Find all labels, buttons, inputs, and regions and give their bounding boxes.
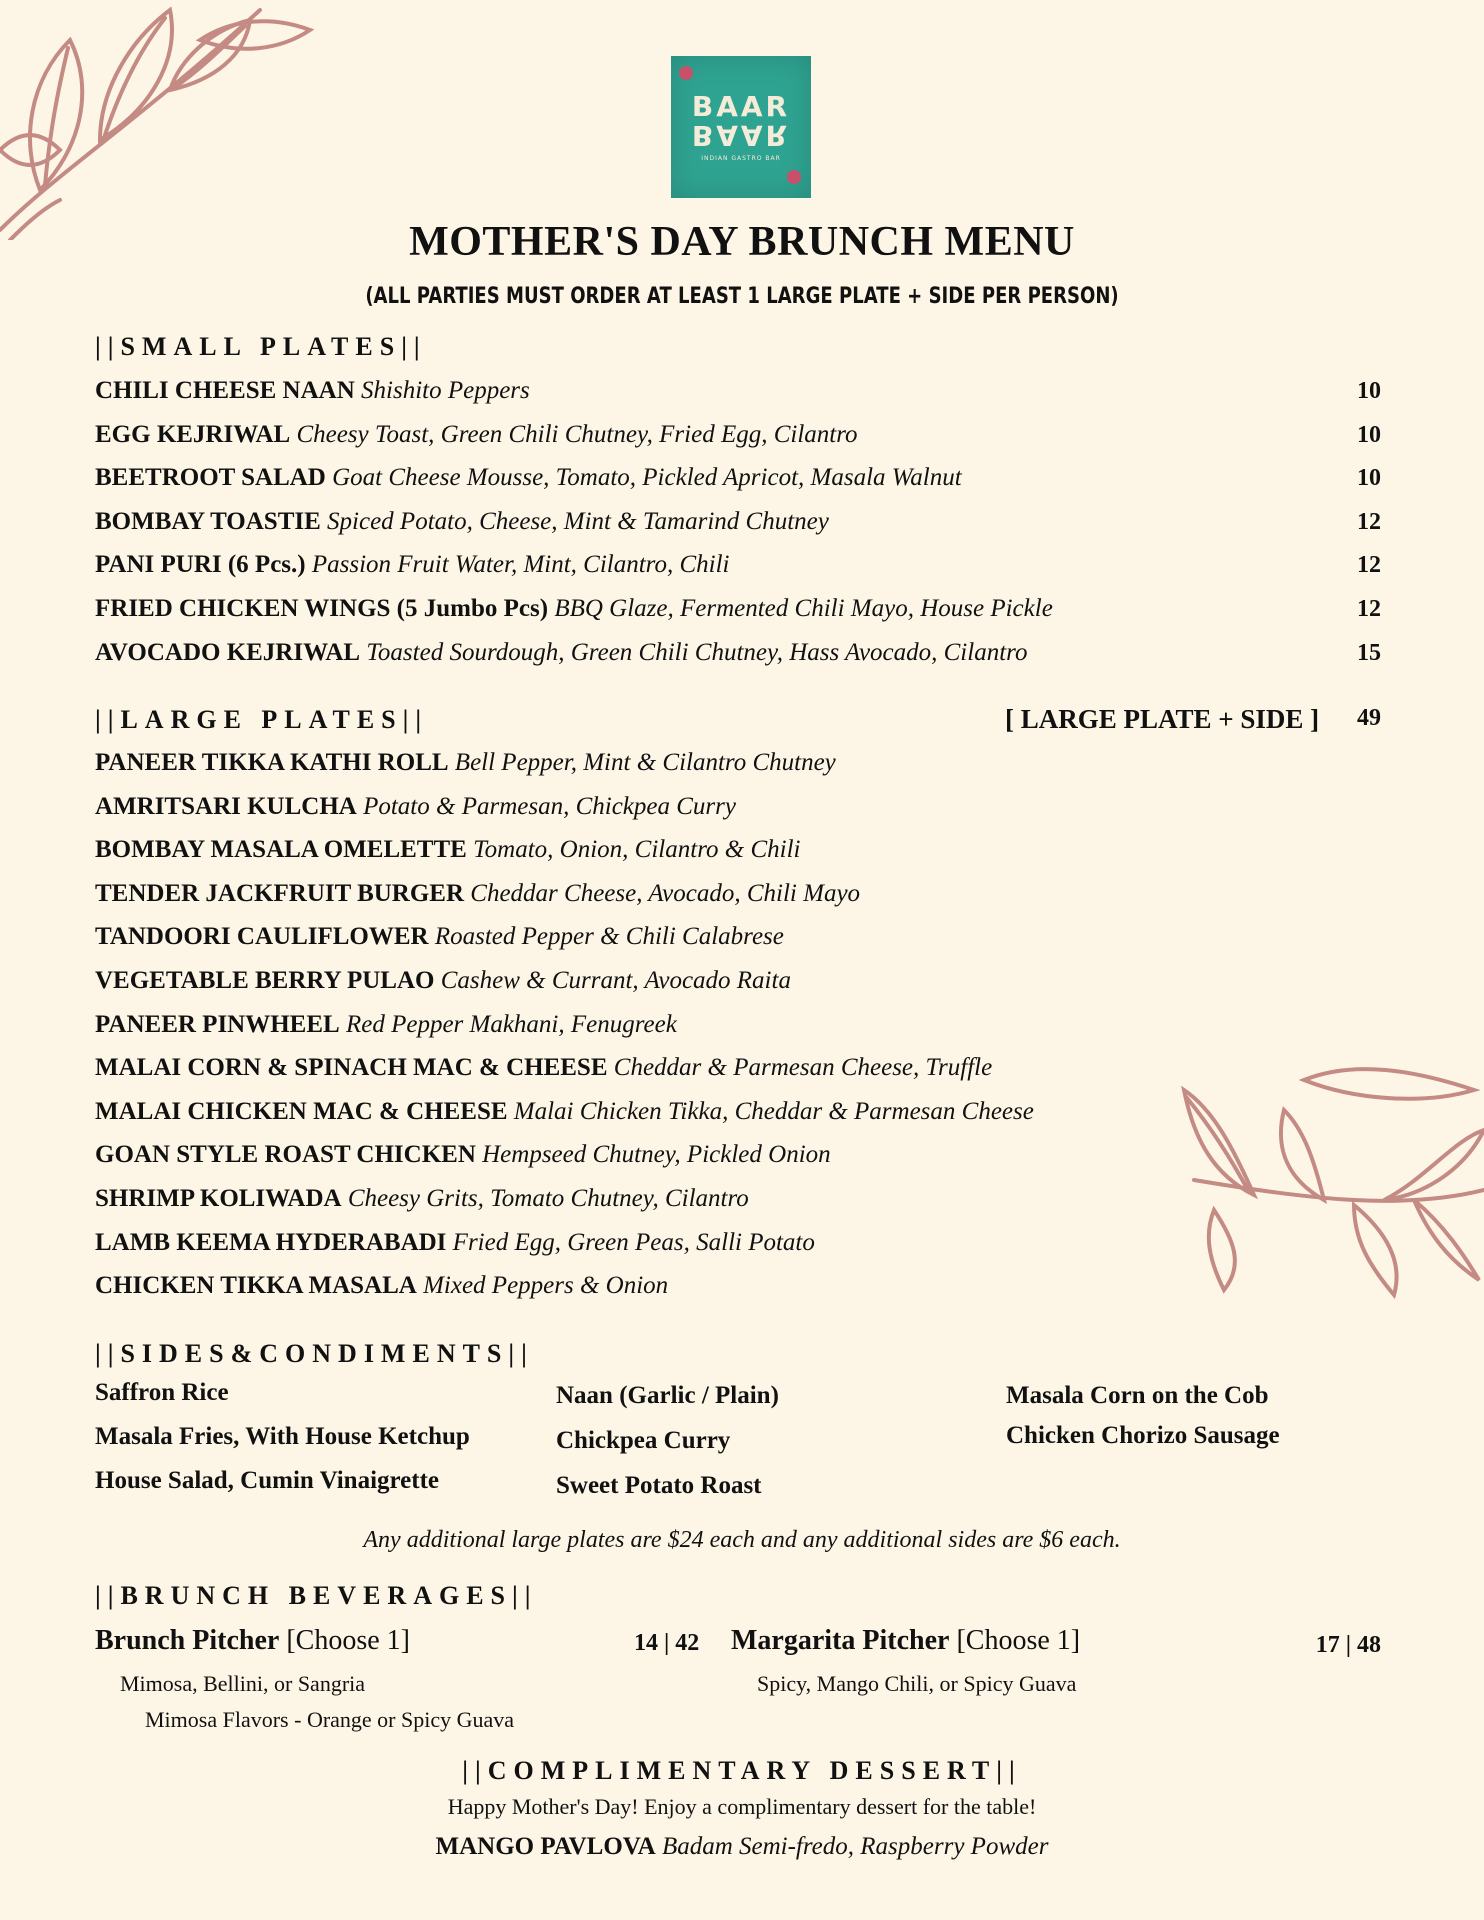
- menu-item: [95, 877, 1381, 911]
- menu-item: [95, 548, 1381, 582]
- margarita-pitcher-title: [731, 1625, 1080, 1657]
- menu-item-name: FRIED CHICKEN WINGS (5 Jumbo Pcs): [95, 595, 549, 622]
- menu-item-description: Toasted Sourdough, Green Chili Chutney, Hass Avocado, Cilantro: [366, 638, 1028, 666]
- menu-item-description: Shishito Peppers: [361, 377, 530, 404]
- menu-item: [95, 790, 1381, 824]
- menu-item-description: Mixed Peppers & Onion: [423, 1272, 669, 1300]
- menu-item-price: 12: [1357, 508, 1381, 535]
- menu-item: [95, 418, 1381, 452]
- flower-icon: [787, 170, 801, 184]
- menu-item-name: TANDOORI CAULIFLOWER: [95, 923, 429, 951]
- menu-item: [95, 1269, 1381, 1303]
- dessert-name: MANGO PAVLOVA: [435, 1833, 656, 1860]
- menu-item-price: 12: [1357, 596, 1381, 622]
- menu-item: [95, 505, 1381, 539]
- menu-item-name: EGG KEJRIWAL: [95, 420, 291, 448]
- menu-item-price: 10: [1357, 465, 1381, 492]
- side-item: Saffron Rice: [95, 1379, 229, 1406]
- side-item: House Salad, Cumin Vinaigrette: [95, 1467, 440, 1494]
- side-item: Chicken Chorizo Sausage: [1006, 1422, 1280, 1449]
- brunch-pitcher-flavors: Mimosa Flavors - Orange or Spicy Guava: [145, 1707, 515, 1732]
- margarita-pitcher-price: 17 | 48: [1315, 1632, 1381, 1658]
- menu-item-description: Bell Pepper, Mint & Cilantro Chutney: [454, 749, 836, 776]
- menu-item-description: Cheddar & Parmesan Cheese, Truffle: [613, 1054, 993, 1082]
- flower-icon: [679, 66, 693, 80]
- menu-item: [95, 964, 1381, 998]
- menu-item-price: 12: [1357, 552, 1381, 579]
- margarita-pitcher-options: Spicy, Mango Chili, or Spicy Guava: [757, 1671, 1077, 1696]
- menu-item-name: BOMBAY TOASTIE: [95, 507, 321, 535]
- margarita-pitcher-name: Margarita Pitcher: [731, 1625, 950, 1656]
- menu-item-name: MALAI CORN & SPINACH MAC & CHEESE: [95, 1054, 608, 1082]
- menu-item-description: BBQ Glaze, Fermented Chili Mayo, House Pickle: [554, 595, 1053, 622]
- menu-item-description: Malai Chicken Tikka, Cheddar & Parmesan Cheese: [513, 1097, 1034, 1125]
- menu-item-name: PANEER PINWHEEL: [95, 1010, 340, 1038]
- menu-item-name: PANEER TIKKA KATHI ROLL: [95, 749, 449, 776]
- menu-subtitle: (ALL PARTIES MUST ORDER AT LEAST 1 LARGE PLATE + SIDE PER PERSON): [365, 284, 1119, 309]
- menu-item-name: TENDER JACKFRUIT BURGER: [95, 879, 465, 907]
- menu-item-description: Fried Egg, Green Peas, Salli Potato: [452, 1228, 815, 1256]
- menu-item: [95, 592, 1381, 626]
- menu-item: [95, 461, 1381, 495]
- menu-item-description: Cheesy Grits, Tomato Chutney, Cilantro: [347, 1185, 749, 1212]
- menu-item: [95, 1051, 1381, 1085]
- side-item: Masala Fries, With House Ketchup: [95, 1423, 470, 1450]
- restaurant-logo: [671, 56, 811, 198]
- menu-item-description: Potato & Parmesan, Chickpea Curry: [363, 792, 736, 820]
- menu-item-name: GOAN STYLE ROAST CHICKEN: [95, 1141, 476, 1169]
- menu-item: [95, 1138, 1381, 1172]
- menu-item-name: AMRITSARI KULCHA: [95, 792, 357, 820]
- menu-item-description: Goat Cheese Mousse, Tomato, Pickled Apricot, Masala Walnut: [332, 464, 962, 492]
- menu-item: [95, 833, 1381, 867]
- large-plate-combo-label: [ LARGE PLATE + SIDE ]: [1005, 704, 1320, 734]
- brunch-pitcher-choose: [Choose 1]: [286, 1625, 410, 1656]
- brunch-pitcher-name: Brunch Pitcher: [95, 1625, 280, 1656]
- side-item: Masala Corn on the Cob: [1006, 1382, 1269, 1409]
- logo-line-1: BAAR: [691, 89, 791, 123]
- menu-item: [95, 920, 1381, 954]
- menu-item-description: Cheesy Toast, Green Chili Chutney, Fried Egg, Cilantro: [296, 420, 858, 448]
- menu-item-description: Red Pepper Makhani, Fenugreek: [345, 1010, 677, 1038]
- menu-item-name: VEGETABLE BERRY PULAO: [95, 967, 435, 994]
- large-plate-combo-price: 49: [1357, 705, 1381, 731]
- menu-item-price: 10: [1357, 421, 1381, 448]
- brunch-pitcher-title: [95, 1625, 410, 1657]
- menu-item-name: BOMBAY MASALA OMELETTE: [95, 836, 467, 864]
- small-plates-heading: ||SMALL PLATES||: [95, 332, 427, 361]
- dessert-message: Happy Mother's Day! Enjoy a complimentary dessert for the table!: [447, 1794, 1037, 1819]
- menu-item-name: BEETROOT SALAD: [95, 464, 326, 492]
- large-plates-heading: ||LARGE PLATES||: [95, 705, 429, 734]
- menu-item-name: CHILI CHEESE NAAN: [95, 377, 355, 404]
- menu-item-name: MALAI CHICKEN MAC & CHEESE: [95, 1097, 508, 1125]
- menu-item-description: Cheddar Cheese, Avocado, Chili Mayo: [470, 879, 861, 907]
- logo-tagline: INDIAN GASTRO BAR: [701, 154, 781, 162]
- side-item: Naan (Garlic / Plain): [556, 1382, 779, 1409]
- menu-item: [95, 636, 1381, 670]
- sides-heading: ||SIDES&CONDIMENTS||: [95, 1339, 534, 1368]
- menu-item-price: 15: [1357, 639, 1381, 666]
- logo-line-2: BAAR: [691, 118, 791, 152]
- margarita-pitcher-choose: [Choose 1]: [956, 1625, 1081, 1656]
- menu-item-price: 10: [1357, 378, 1381, 404]
- menu-item: [95, 1095, 1381, 1129]
- side-item: Chickpea Curry: [556, 1427, 731, 1454]
- menu-item: [95, 746, 1381, 780]
- menu-item: [95, 1226, 1381, 1260]
- brunch-pitcher-price: 14 | 42: [634, 1630, 700, 1656]
- dessert-description: Badam Semi-fredo, Raspberry Powder: [661, 1833, 1049, 1860]
- menu-title: MOTHER'S DAY BRUNCH MENU: [409, 219, 1075, 265]
- menu-item: [95, 374, 1381, 408]
- menu-item: [95, 1008, 1381, 1042]
- side-item: Sweet Potato Roast: [556, 1472, 762, 1499]
- menu-item: [95, 1182, 1381, 1216]
- menu-item-description: Spiced Potato, Cheese, Mint & Tamarind Chutney: [327, 507, 829, 535]
- menu-item-name: AVOCADO KEJRIWAL: [95, 638, 361, 666]
- leaf-decoration-top-icon: [0, 0, 380, 240]
- menu-item-name: CHICKEN TIKKA MASALA: [95, 1272, 417, 1300]
- menu-item-name: SHRIMP KOLIWADA: [95, 1185, 342, 1212]
- dessert-item: [0, 1833, 1484, 1861]
- brunch-pitcher-options: Mimosa, Bellini, or Sangria: [120, 1671, 366, 1696]
- menu-item-description: Passion Fruit Water, Mint, Cilantro, Chili: [311, 551, 730, 579]
- menu-item-description: Tomato, Onion, Cilantro & Chili: [473, 836, 801, 864]
- menu-item-description: Roasted Pepper & Chili Calabrese: [434, 923, 784, 951]
- menu-item-name: LAMB KEEMA HYDERABADI: [95, 1228, 447, 1256]
- menu-item-name: PANI PURI (6 Pcs.): [95, 551, 306, 579]
- beverages-heading: ||BRUNCH BEVERAGES||: [95, 1581, 538, 1610]
- menu-item-description: Cashew & Currant, Avocado Raita: [440, 967, 791, 994]
- additional-pricing-note: Any additional large plates are $24 each and any additional sides are $6 each.: [363, 1527, 1121, 1553]
- menu-item-description: Hempseed Chutney, Pickled Onion: [482, 1141, 831, 1169]
- dessert-heading: ||COMPLIMENTARY DESSERT||: [462, 1756, 1022, 1785]
